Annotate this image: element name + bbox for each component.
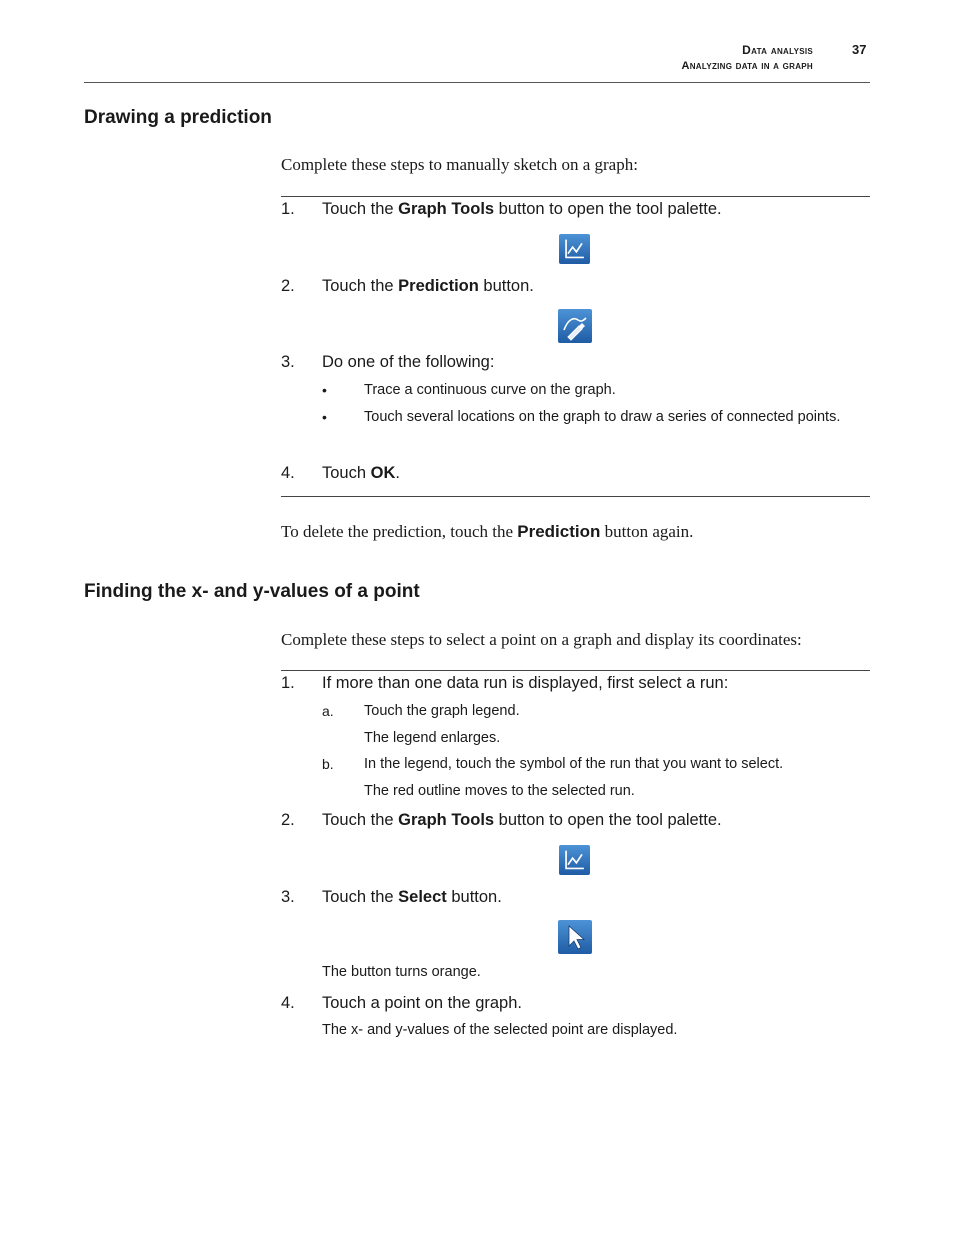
select-arrow-icon [558,920,592,954]
running-header-subsection: Analyzing data in a graph [681,60,813,72]
bullet-marker: • [322,409,327,425]
bullet-marker: • [322,382,327,398]
section-heading-prediction: Drawing a prediction [84,107,272,128]
substep-text: Touch the graph legend. [364,703,520,719]
step-text: Touch the Graph Tools button to open the tool palette. [322,811,722,829]
step-number: 3. [281,888,295,906]
step-text: Touch a point on the graph. [322,994,522,1012]
prediction-icon [558,309,592,343]
step-note: The x- and y-values of the selected point are displayed. [322,1022,678,1038]
substep-letter: a. [322,703,334,719]
step-text: Touch the Select button. [322,888,502,906]
step-text: Touch the Graph Tools button to open the tool palette. [322,200,722,218]
step-number: 4. [281,994,295,1012]
step-number: 4. [281,464,295,482]
step-number: 2. [281,277,295,295]
substep-letter: b. [322,756,334,772]
bullet-item: Trace a continuous curve on the graph. [364,382,616,398]
substep-result: The legend enlarges. [364,730,501,746]
step-note: The button turns orange. [322,964,481,980]
prediction-outro: To delete the prediction, touch the Prediction button again. [281,522,694,541]
step-text: Touch the Prediction button. [322,277,534,295]
step-number: 2. [281,811,295,829]
graph-tools-icon [559,845,590,875]
section-heading-coordinates: Finding the x- and y-values of a point [84,581,420,602]
steps-bottom-rule [281,496,870,497]
steps-top-rule [281,196,870,197]
prediction-intro: Complete these steps to manually sketch on a graph: [281,155,638,174]
page-number: 37 [852,42,867,57]
substep-text: In the legend, touch the symbol of the run that you want to select. [364,756,784,772]
step-number: 1. [281,200,295,218]
step-text: Do one of the following: [322,353,495,371]
header-divider [84,82,870,83]
steps-top-rule [281,670,870,671]
step-text: If more than one data run is displayed, first select a run: [322,674,729,692]
substep-result: The red outline moves to the selected run. [364,783,635,799]
graph-tools-icon [559,234,590,264]
step-number: 1. [281,674,295,692]
running-header-section: Data analysis [742,43,813,57]
step-number: 3. [281,353,295,371]
step-text: Touch OK. [322,464,400,482]
bullet-item: Touch several locations on the graph to draw a series of connected points. [364,409,841,425]
coordinates-intro: Complete these steps to select a point on a graph and display its coordinates: [281,630,802,649]
